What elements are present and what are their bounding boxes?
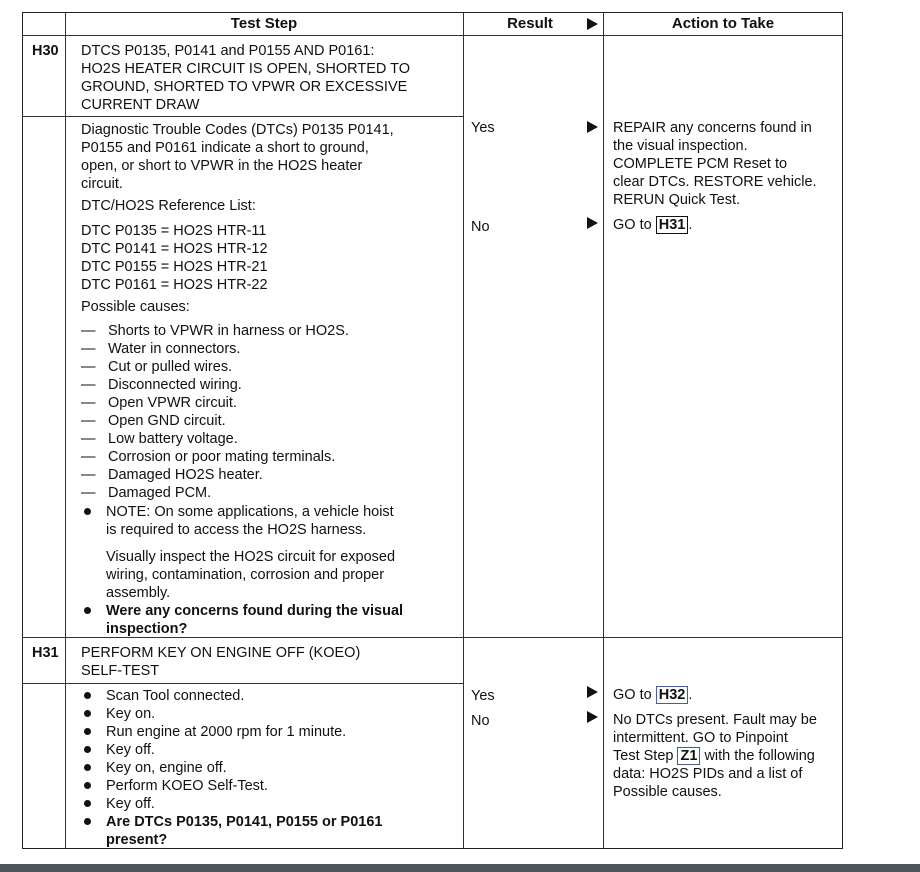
h31-step: Key on. [106,706,156,722]
bullet-icon [84,692,91,699]
dash-marker: — [81,413,96,429]
h30-result-no: No [471,219,490,235]
h30-reference-item: DTC P0155 = HO2S HTR-21 [81,259,268,275]
bullet-icon [84,728,91,735]
arrow-icon [587,18,598,30]
arrow-icon [587,686,598,698]
step-id-h31: H31 [32,645,59,661]
bullet-icon [84,800,91,807]
cause-item: Damaged PCM. [108,485,212,501]
cause-item: Open GND circuit. [108,413,226,429]
step-id-h30: H30 [32,43,59,59]
h31-no-action-line: No DTCs present. Fault may be [613,712,817,728]
h30-intro-line: Diagnostic Trouble Codes (DTCs) P0135 P0141, [81,122,394,138]
h30-inspect-line: Visually inspect the HO2S circuit for exposed [106,549,396,565]
h30-no-action [613,216,692,234]
dash-marker: — [81,431,96,447]
h31-no-action-line: Possible causes. [613,784,722,800]
cause-item: Water in connectors. [108,341,241,357]
bullet-icon [84,508,91,515]
h31-step: Key off. [106,796,155,812]
period: . [688,687,693,703]
header-divider [23,35,842,36]
h30-reference-title: DTC/HO2S Reference List: [81,198,256,214]
h30-yes-action-line: RERUN Quick Test. [613,192,741,208]
h30-note-line: NOTE: On some applications, a vehicle hoist [106,504,394,520]
cause-item: Low battery voltage. [108,431,238,447]
h30-intro-line: open, or short to VPWR in the HO2S heater [81,158,363,174]
h30-intro-line: P0155 and P0161 indicate a short to ground, [81,140,369,156]
h30-yes-action-line: the visual inspection. [613,138,748,154]
h30-intro-line: circuit. [81,176,123,192]
h30-causes-title: Possible causes: [81,299,190,315]
h31-no-action-line: intermittent. GO to Pinpoint [613,730,788,746]
h31-step: Scan Tool connected. [106,688,245,704]
h30-note-line: is required to access the HO2S harness. [106,522,367,538]
header-test-step: Test Step [230,15,298,32]
bullet-icon [84,607,91,614]
cause-item: Cut or pulled wires. [108,359,233,375]
column-divider [603,13,604,848]
bullet-icon [84,746,91,753]
dash-marker: — [81,323,96,339]
h30-question-line: Were any concerns found during the visual [106,603,404,619]
h30-yes-action-line: COMPLETE PCM Reset to [613,156,788,172]
dash-marker: — [81,449,96,465]
go-to-label: GO to [613,217,652,233]
dash-marker: — [81,341,96,357]
h30-title-line: GROUND, SHORTED TO VPWR OR EXCESSIVE [81,79,408,95]
following-label: with the following [704,748,815,764]
h31-step: Run engine at 2000 rpm for 1 minute. [106,724,347,740]
link-z1[interactable]: Z1 [677,747,700,765]
arrow-icon [587,217,598,229]
h30-question-line: inspection? [106,621,188,637]
h30-title-line: HO2S HEATER CIRCUIT IS OPEN, SHORTED TO [81,61,410,77]
cause-item: Corrosion or poor mating terminals. [108,449,336,465]
h31-step: Perform KOEO Self-Test. [106,778,268,794]
h31-no-action-line [613,747,815,765]
period: . [688,217,693,233]
h31-step: Key off. [106,742,155,758]
link-h32[interactable]: H32 [656,686,689,704]
h30-inspect-line: assembly. [106,585,171,601]
h30-reference-item: DTC P0141 = HO2S HTR-12 [81,241,268,257]
column-divider [65,13,66,848]
h31-title-line: PERFORM KEY ON ENGINE OFF (KOEO) [81,645,361,661]
h30-yes-action-line: clear DTCs. RESTORE vehicle. [613,174,817,190]
h30-result-yes: Yes [471,120,495,136]
test-step-label: Test Step [613,748,674,764]
h31-question-line: Are DTCs P0135, P0141, P0155 or P0161 [106,814,383,830]
bullet-icon [84,710,91,717]
window-bottom-bar [0,864,920,872]
cause-item: Open VPWR circuit. [108,395,237,411]
dash-marker: — [81,467,96,483]
h30-inspect-line: wiring, contamination, corrosion and proper [106,567,385,583]
arrow-icon [587,121,598,133]
h31-title-line: SELF-TEST [81,663,160,679]
cause-item: Shorts to VPWR in harness or HO2S. [108,323,349,339]
cause-item: Disconnected wiring. [108,377,242,393]
header-action: Action to Take [671,15,775,32]
dash-marker: — [81,395,96,411]
header-result: Result [507,15,553,32]
bullet-icon [84,764,91,771]
h30-title-line: DTCS P0135, P0141 and P0155 AND P0161: [81,43,375,59]
h30-title-line: CURRENT DRAW [81,97,200,113]
h31-yes-action [613,686,692,704]
column-divider [463,13,464,848]
dash-marker: — [81,485,96,501]
arrow-icon [587,711,598,723]
h31-result-yes: Yes [471,688,495,704]
bullet-icon [84,782,91,789]
row-divider [23,116,463,117]
h30-reference-item: DTC P0161 = HO2S HTR-22 [81,277,268,293]
go-to-label: GO to [613,687,652,703]
link-h31[interactable]: H31 [656,216,689,234]
h31-question-line: present? [106,832,168,848]
h31-no-action-line: data: HO2S PIDs and a list of [613,766,803,782]
dash-marker: — [81,359,96,375]
h31-result-no: No [471,713,490,729]
bullet-icon [84,818,91,825]
h30-yes-action-line: REPAIR any concerns found in [613,120,812,136]
h30-reference-item: DTC P0135 = HO2S HTR-11 [81,223,267,239]
dash-marker: — [81,377,96,393]
cause-item: Damaged HO2S heater. [108,467,263,483]
row-divider [23,683,463,684]
h31-step: Key on, engine off. [106,760,227,776]
